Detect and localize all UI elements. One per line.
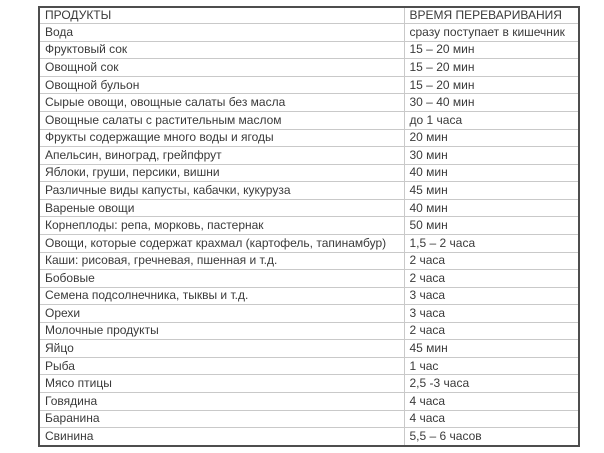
column-header-digestion-time: ВРЕМЯ ПЕРЕВАРИВАНИЯ (404, 7, 579, 24)
product-cell: Корнеплоды: репа, морковь, пастернак (39, 217, 404, 235)
product-cell: Вода (39, 24, 404, 42)
product-cell: Молочные продукты (39, 322, 404, 340)
product-cell: Фрукты содержащие много воды и ягоды (39, 129, 404, 147)
table-row (39, 24, 579, 42)
table-row (39, 322, 579, 340)
digestion-time-cell: 4 часа (404, 393, 579, 411)
digestion-time-cell: 45 мин (404, 182, 579, 200)
table-row (39, 375, 579, 393)
product-cell: Говядина (39, 393, 404, 411)
digestion-time-cell: 2 часа (404, 252, 579, 270)
digestion-time-cell: 15 – 20 мин (404, 76, 579, 94)
table-row (39, 199, 579, 217)
table-row (39, 182, 579, 200)
table-row (39, 217, 579, 235)
digestion-table (38, 6, 580, 447)
product-cell: Каши: рисовая, гречневая, пшенная и т.д. (39, 252, 404, 270)
product-cell: Мясо птицы (39, 375, 404, 393)
product-cell: Семена подсолнечника, тыквы и т.д. (39, 287, 404, 305)
digestion-time-cell: 2 часа (404, 270, 579, 288)
table-row (39, 112, 579, 130)
digestion-time-cell: 40 мин (404, 199, 579, 217)
digestion-time-cell: сразу поступает в кишечник (404, 24, 579, 42)
product-cell: Яйцо (39, 340, 404, 358)
product-cell: Бобовые (39, 270, 404, 288)
digestion-time-cell: до 1 часа (404, 112, 579, 130)
digestion-table-container (38, 6, 578, 447)
table-row (39, 270, 579, 288)
product-cell: Свинина (39, 428, 404, 446)
digestion-time-cell: 3 часа (404, 287, 579, 305)
product-cell: Рыба (39, 357, 404, 375)
table-row (39, 59, 579, 77)
product-cell: Овощи, которые содержат крахмал (картофель, тапинамбур) (39, 234, 404, 252)
table-row (39, 147, 579, 165)
table-row (39, 305, 579, 323)
digestion-time-cell: 1 час (404, 357, 579, 375)
digestion-time-cell: 30 – 40 мин (404, 94, 579, 112)
header-row (39, 7, 579, 24)
product-cell: Овощной сок (39, 59, 404, 77)
table-row (39, 76, 579, 94)
digestion-time-cell: 30 мин (404, 147, 579, 165)
table-row (39, 340, 579, 358)
table-body (39, 24, 579, 446)
digestion-time-cell: 1,5 – 2 часа (404, 234, 579, 252)
digestion-time-cell: 15 – 20 мин (404, 59, 579, 77)
digestion-time-cell: 2 часа (404, 322, 579, 340)
product-cell: Овощные салаты с растительным маслом (39, 112, 404, 130)
table-row (39, 234, 579, 252)
product-cell: Фруктовый сок (39, 41, 404, 59)
digestion-time-cell: 50 мин (404, 217, 579, 235)
digestion-time-cell: 15 – 20 мин (404, 41, 579, 59)
table-row (39, 357, 579, 375)
digestion-time-cell: 40 мин (404, 164, 579, 182)
digestion-time-cell: 2,5 -3 часа (404, 375, 579, 393)
product-cell: Апельсин, виноград, грейпфрут (39, 147, 404, 165)
digestion-time-cell: 3 часа (404, 305, 579, 323)
table-row (39, 410, 579, 428)
product-cell: Орехи (39, 305, 404, 323)
table-row (39, 41, 579, 59)
product-cell: Яблоки, груши, персики, вишни (39, 164, 404, 182)
product-cell: Различные виды капусты, кабачки, кукуруза (39, 182, 404, 200)
product-cell: Баранина (39, 410, 404, 428)
table-row (39, 428, 579, 446)
table-row (39, 252, 579, 270)
table-row (39, 393, 579, 411)
table-row (39, 164, 579, 182)
table-row (39, 129, 579, 147)
digestion-time-cell: 20 мин (404, 129, 579, 147)
digestion-time-cell: 5,5 – 6 часов (404, 428, 579, 446)
column-header-products: ПРОДУКТЫ (39, 7, 404, 24)
table-row (39, 287, 579, 305)
product-cell: Сырые овощи, овощные салаты без масла (39, 94, 404, 112)
digestion-time-cell: 45 мин (404, 340, 579, 358)
product-cell: Овощной бульон (39, 76, 404, 94)
product-cell: Вареные овощи (39, 199, 404, 217)
digestion-time-cell: 4 часа (404, 410, 579, 428)
table-row (39, 94, 579, 112)
